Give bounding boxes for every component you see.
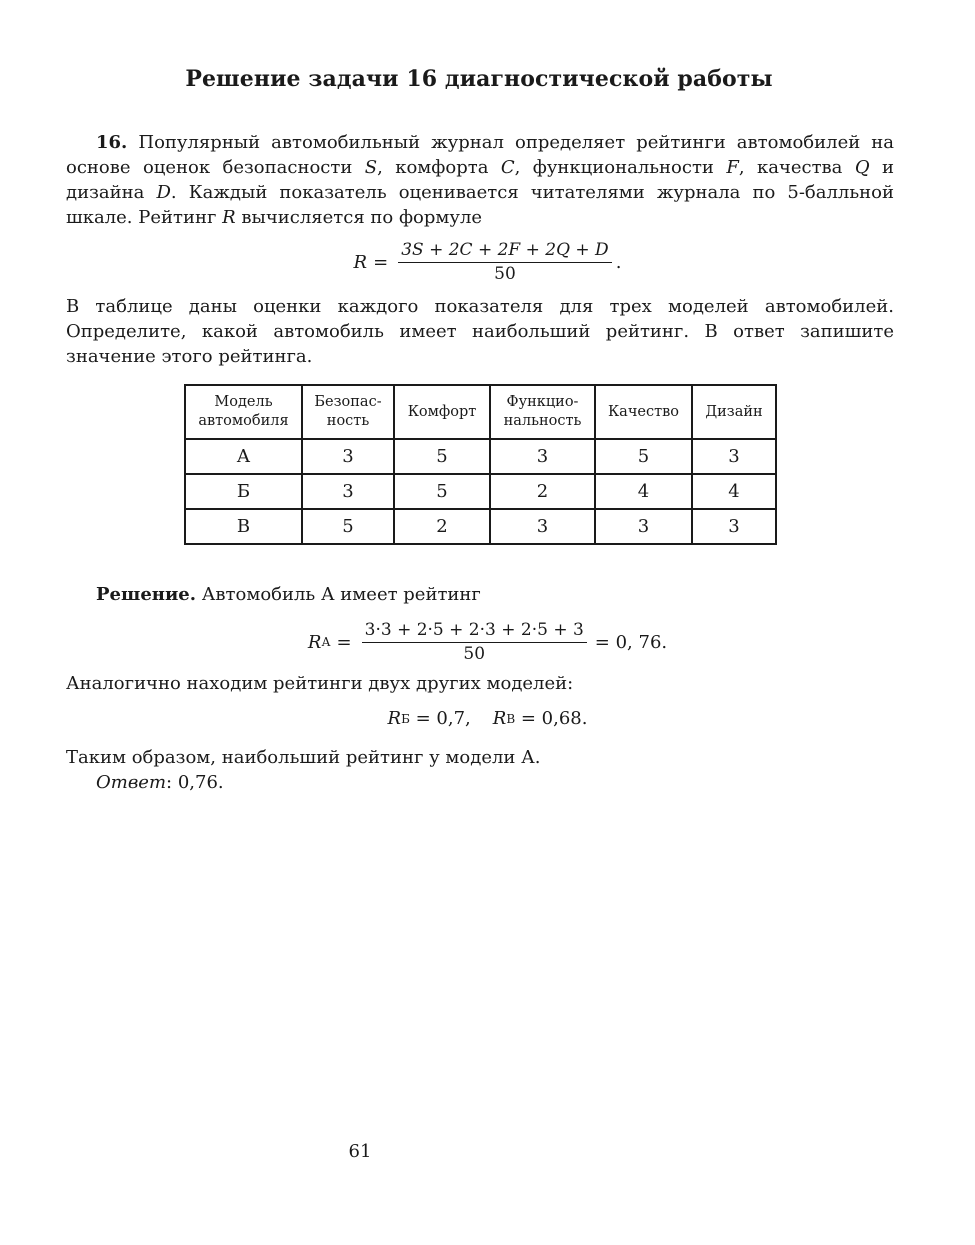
table-cell: 2 [490,474,595,509]
table-header: Качество [595,385,692,439]
table-cell: 5 [302,509,394,544]
rating-a-formula: R А = $\frac{3\cdot 3 + 2\cdot 5 + 2\cdot 3 + 2\cdot 5 + 3}{50}$ = 0, 76. [307,620,668,664]
fraction-denominator: 50 [494,264,516,284]
table-header: Комфорт [394,385,490,439]
table-row [185,474,776,509]
table-cell: В [185,509,302,544]
table-row [185,509,776,544]
fraction-numerator: 3S + 2C + 2F + 2Q + D [398,240,612,263]
table-cell: 5 [595,439,692,474]
problem-number: 16. [96,132,128,153]
table-cell: 3 [595,509,692,544]
analog-text: Аналогично находим рейтинги двух других моделей: [66,673,574,694]
fraction-denominator: 50 [463,644,486,664]
answer-line: Ответ: 0,76. [96,772,224,793]
problem-statement [66,130,894,230]
rating-b-v-formula: R Б = 0,7, R В = 0,68. [387,708,588,729]
solution: Решение. Автомобиль А имеет рейтинг [96,584,481,605]
table-cell: 5 [394,474,490,509]
instructions: В таблице даны оценки каждого показателя для трех моделей автомобилей. Определите, какой автомобиль имеет наибольший рейтинг. В ответ запишите значение этого рейтинга. [66,296,894,367]
fraction-numerator: 3·3 + 2·5 + 2·3 + 2·5 + 3 [362,620,587,643]
table-header: Дизайн [692,385,776,439]
rating-fraction [398,240,612,284]
table-cell: А [185,439,302,474]
rating-formula: R = $\frac{3S + 2C + 2F + 2Q + D}{50}$ . [353,240,622,284]
table-cell: 4 [595,474,692,509]
table-cell: 3 [302,474,394,509]
table-header: Безопас- ность [302,385,394,439]
page-title: Решение задачи 16 диагностической работы [185,66,773,92]
table-cell: 2 [394,509,490,544]
solution-label: Решение. [96,584,197,605]
rating-a-fraction [362,620,587,664]
table-cell: 3 [692,509,776,544]
page-number: 61 [348,1141,372,1162]
table-header: Функцио- нальность [490,385,595,439]
table-header-row [185,385,776,439]
table-cell: Б [185,474,302,509]
ratings-table [184,384,777,545]
problem-paragraph: 16. Популярный автомобильный журнал определяет рейтинги автомобилей на основе оценок безопасности S, комфорта C, функциональности F, качества Q и дизайна D. Каждый показатель оценивается читателями журнала по 5-балльной шкале. Рейтинг R вычисляется по формуле [66,132,895,228]
table-row [185,439,776,474]
table-header: Модель автомобиля [185,385,302,439]
answer-label: Ответ [96,772,167,793]
table-cell: 3 [302,439,394,474]
table-cell: 3 [692,439,776,474]
table-cell: 4 [692,474,776,509]
conclusion: Таким образом, наибольший рейтинг у модели А. Ответ: 0,76. [66,745,894,795]
table-cell: 5 [394,439,490,474]
table-cell: 3 [490,439,595,474]
table-cell: 3 [490,509,595,544]
